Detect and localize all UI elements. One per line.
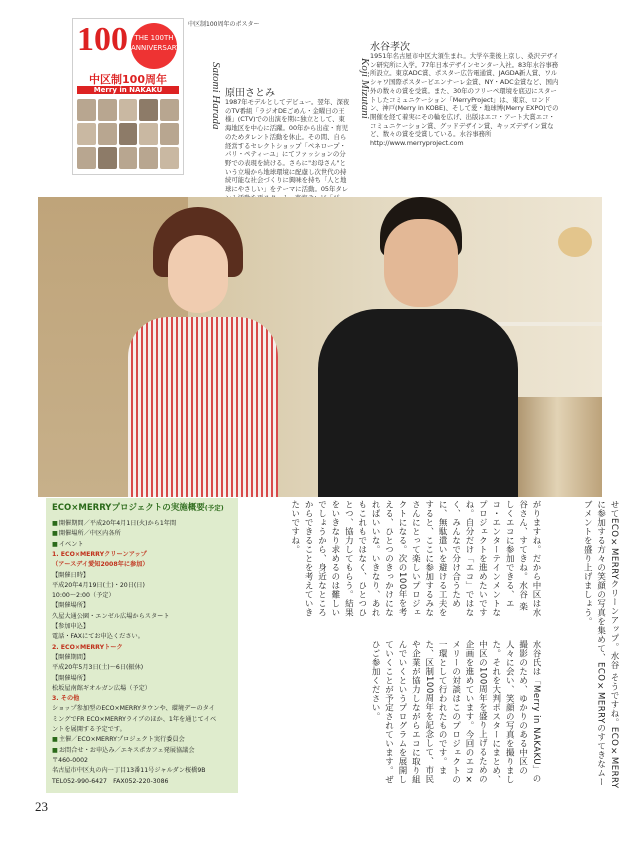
poster-face [77, 147, 96, 169]
poster-face [77, 99, 96, 121]
photo-hat [558, 227, 592, 257]
eco-box-line: 2. ECO×MERRYトーク [52, 643, 123, 651]
harada-name-en: Satomi Harada [210, 62, 222, 130]
poster-caption: 中区制100周年のポスター [188, 21, 260, 28]
eco-box-line: 【開催場所】 [52, 602, 90, 610]
poster-photo-grid [77, 99, 179, 169]
poster-face [139, 147, 158, 169]
man-face [384, 219, 458, 307]
eco-box-line: TEL052-990-6427 FAX052-220-3086 [52, 777, 169, 785]
eco-box-line: 平成20年5月3日(土)〜6日(振休) [52, 664, 144, 672]
woman-face [168, 235, 228, 313]
eco-box-line: ■ 主催／ECO×MERRYプロジェクト実行委員会 [52, 736, 185, 744]
eco-box-line: （アースデイ愛知2008年に参加） [52, 561, 149, 569]
body-column-b: 水谷氏は「Merry in NAKAKU」の撮影のため、ゆかりのある中区の人々に会い、笑顔の写真を撮りました。それを大判ポスターにまとめ、中区の100周年を盛り上げるための企画を進めています。今回のエコ×メリーの対談はこのプロジェクトの一環として行われたものです。また、区制100周年を記念して、市民や企業が協力しながらエコに取り組んでいくというプログラムを展開していくことが予定されています。ぜひご参加ください。 [370, 640, 541, 786]
poster-title: 中区制100周年 [89, 73, 167, 86]
poster-subtitle: Merry in NAKAKU [77, 86, 179, 94]
eco-box-line: 10:00〜2:00（予定） [52, 592, 115, 600]
eco-box-line: 【開催期間】 [52, 653, 90, 661]
poster-face [98, 123, 117, 145]
eco-box-line: 〒460-0002 [52, 756, 88, 764]
poster-face [160, 99, 179, 121]
poster-seal: THE 100TH ANNIVERSARY [131, 23, 177, 69]
eco-box-line: ミングでFR ECO×MERRYライブのほか、1年を通じてイベ [52, 715, 217, 723]
poster-face [119, 123, 138, 145]
eco-box-line: 【開催日時】 [52, 571, 90, 579]
eco-box-line: 平成20年4月19日(土)・20日(日) [52, 581, 145, 589]
interview-photo [38, 197, 602, 497]
eco-box-line: 電話・FAXにてお申込ください。 [52, 633, 144, 641]
poster-number: 100 [77, 21, 128, 58]
eco-box-line: ントを展開する予定です。 [52, 726, 126, 733]
eco-box-line: 松坂屋南館ギオルガン広場（予定） [52, 684, 151, 692]
eco-box-line: 3. その他 [52, 695, 80, 703]
eco-box-line: ■ お問合せ・お申込み／エキスポカフェ発展協議会 [52, 747, 195, 755]
eco-box-line: ■ イベント [52, 541, 84, 549]
eco-box-line: ■ 開催期間／平成20年4月1日(火)から1年間 [52, 520, 176, 528]
photo-woman [128, 207, 278, 497]
mizutani-name-jp: 水谷孝次 [370, 42, 410, 53]
poster-face [98, 147, 117, 169]
eco-box-line: 1. ECO×MERRYクリーンアップ [52, 550, 147, 558]
harada-name-jp: 原田さとみ [225, 88, 275, 99]
woman-striped-dress [128, 317, 278, 497]
poster-face [139, 99, 158, 121]
eco-box-title-text: ECO×MERRYプロジェクトの実施概要 [52, 503, 205, 513]
eco-box-line: ■ 開催場所／中区内各所 [52, 530, 121, 538]
photo-man [318, 197, 518, 497]
poster-face [160, 147, 179, 169]
eco-box-line: 【開催場所】 [52, 674, 90, 682]
harada-bio: 1987年モデルとしてデビュー。翌年、深夜のTV番組「ラジオDEごめん・金曜日の王様」(CTV)での出演を期に独立として、東海地区を中心に活躍。00年から出産・育児のためタレント活動を休止。その間、自ら経営するセレクトショップ「ペネロープ・パリ・ペティーユ」にてファッションの分野での表現を続ける。さらに"お母さん"という立場から地球環境に配慮し次世代の持続可能な社会づくりに興味を持ち「人と地球にやさしい」をテーマに活動。05年タレ [225, 98, 350, 194]
poster-face [119, 99, 138, 121]
mizutani-bio: 1951年名古屋市中区大須生まれ。大学卒業後上京し、桑沢デザイン研究所に入学。77年日本デザインセンター入社。83年水谷事務所設立。東京ADC賞、ポスター広告電通賞、JAGDA新人賞、ワルシャワ国際ポスタービエンナーレ金賞、NY・ADC金賞など、国内外の数々の賞を受賞。また、30年のフリーペ環境を底辺にスタートしたコミュニケーション「MerryProject」は、東京、ロンドン、神戸(Merry in KOBE)、そして愛・地球博(Merry EXPO)での開催を経て着実にその輪を広げ、出版はエコ・アート大賞エコ・コミュニケーション賞、グッドデザイン賞、キッズデザイン賞など、数々の賞を受賞している。水谷事務所 http://www.merryproject.com [370, 52, 559, 148]
mizutani-name-en: Koji Mizutani [359, 58, 371, 119]
anniversary-poster [72, 18, 184, 175]
eco-box-title [52, 501, 237, 513]
eco-box-line: 名古屋市中区丸の内一丁目13番11号ジャルダン桜橋9B [52, 767, 206, 775]
body-column-a: がりますね。だから中区は水谷さん、すてきね。水谷 楽しくエコに参加できる、エコ・エンターテインメントなプロジェクトを進めたいですね。自分だけ「エコ」ではなく、みんなで分け合うために、無駄遣いを避ける工夫をすると、ここに参加するみなさんにとって楽しいプロジェクトになる。次の100年を考える、ひとつのきっかけになればいいな。いきなり、あれもこれもではなく、ひとつひとつ、協力してもらう。結果をいきなり求めるのは難しいでしょうから、身近なところからできることを考えていきたいですね。 [289, 500, 541, 617]
eco-box-line: ショップ参加型のECO×MERRYタウンや、環境デーのタイ [52, 705, 215, 713]
man-black-shirt [318, 309, 518, 497]
page-number: 23 [35, 799, 48, 814]
eco-box-title-note: (予定) [204, 504, 224, 512]
poster-face [160, 123, 179, 145]
poster-face [139, 123, 158, 145]
poster-face [119, 147, 138, 169]
eco-box-line: 【参加申込】 [52, 623, 90, 630]
poster-face [77, 123, 96, 145]
body-column-c: せてECO×MERRYクリーンアップ。水谷 そうですね。ECO×MERRYに参加する方々の笑顔の写真を集めて、ECO×MERRYのすてきなムーブメントを盛り上げましょう。 [582, 500, 619, 789]
poster-face [98, 99, 117, 121]
eco-box-line: 久屋大通公園・エンゼル広場からスタート [52, 612, 170, 620]
